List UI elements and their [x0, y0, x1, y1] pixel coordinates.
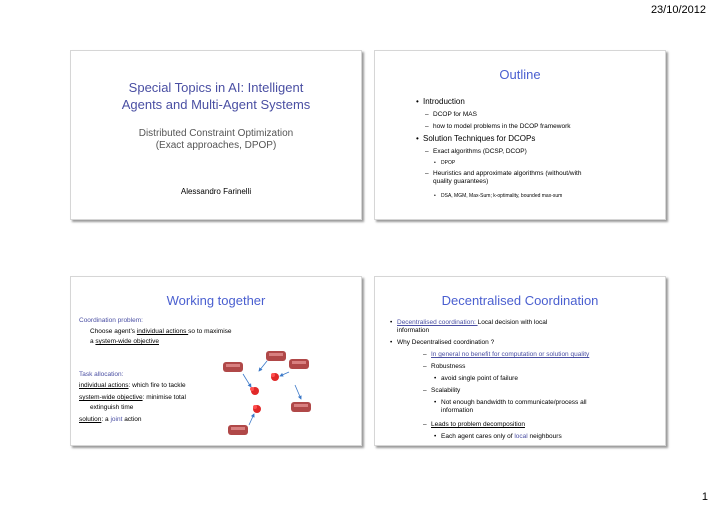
text-fragment: : a	[101, 416, 111, 423]
subitem-label: Scalability	[431, 387, 461, 394]
bullet-marker: •	[434, 375, 437, 382]
decentralised-bullet	[390, 319, 548, 335]
text-line-2: information	[397, 327, 430, 334]
title-line-2: Agents and Multi-Agent Systems	[121, 97, 311, 112]
firefighter-agent	[266, 351, 286, 361]
page-date: 23/10/2012	[650, 4, 706, 16]
subsubitem-label-line-2: information	[441, 407, 474, 414]
outline-item-introduction	[416, 97, 465, 107]
dash-marker: –	[425, 111, 429, 118]
text-fragment: a	[90, 338, 96, 345]
text-fragment: Each agent cares only of	[441, 433, 515, 440]
system-wide-objective-line-2: extinguish time	[90, 404, 134, 411]
underlined-text: solution	[79, 416, 102, 423]
bullet-marker: •	[434, 399, 437, 406]
outline-title: Outline	[499, 67, 541, 82]
text-fragment: Choose agent’s	[90, 328, 137, 335]
outline-subitem	[425, 148, 527, 156]
outline-item-solution-techniques	[416, 134, 536, 144]
outline-subsubitem-label: DPOP	[441, 160, 456, 166]
assignment-arrow	[243, 374, 251, 387]
outline-subitem-label: how to model problems in the DCOP framework	[433, 123, 571, 130]
assignment-arrow	[249, 414, 254, 425]
bullet-marker: •	[390, 339, 393, 346]
page-number: 1	[701, 491, 708, 503]
fire-target	[271, 373, 279, 381]
subitem-label: Leads to problem decomposition	[431, 421, 525, 428]
dash-marker: –	[425, 148, 429, 155]
outline-subitem-label: Heuristics and approximate algorithms (without/with	[433, 170, 582, 177]
outline-item-label: Introduction	[423, 97, 465, 106]
dash-marker: –	[423, 363, 427, 370]
why-subsubitem	[434, 433, 562, 441]
text-fragment: action	[122, 416, 142, 423]
assignment-arrow	[295, 385, 301, 399]
bullet-label: Why Decentralised coordination ?	[397, 339, 495, 346]
bullet-marker: •	[416, 134, 419, 143]
coordination-heading: Coordination problem:	[79, 317, 143, 324]
slide-decentralised-coordination	[374, 276, 666, 446]
bullet-marker: •	[434, 433, 437, 440]
dash-marker: –	[425, 123, 429, 130]
slide-outline	[374, 50, 666, 220]
assignment-arrow	[280, 372, 289, 376]
author-name: Alessandro Farinelli	[180, 187, 252, 196]
why-bullet	[390, 339, 495, 347]
dash-marker: –	[423, 421, 427, 428]
dash-marker: –	[423, 387, 427, 394]
outline-subsubitem	[434, 160, 456, 166]
bullet-marker: •	[390, 319, 393, 326]
why-subitem	[423, 387, 461, 395]
slide-subtitle	[71, 128, 361, 152]
text-fragment: Local decision with local	[477, 319, 548, 326]
text-fragment: neighbours	[527, 433, 562, 440]
slide-title-heading	[71, 79, 361, 113]
subtitle-line-1: Distributed Constraint Optimization	[138, 128, 294, 139]
text-fragment: : which fire to tackle	[128, 382, 186, 389]
subitem-label: Robustness	[431, 363, 466, 370]
bullet-marker: •	[416, 97, 419, 106]
outline-subitem	[425, 170, 582, 186]
slide-working-together	[70, 276, 362, 446]
outline-subitem	[425, 123, 571, 131]
working-together-title: Working together	[166, 293, 266, 308]
fire-target	[253, 405, 261, 413]
outline-subitem	[425, 111, 477, 119]
no-benefit-link[interactable]: In general no benefit for computation or solution quality	[431, 351, 590, 358]
bullet-marker: •	[434, 160, 436, 166]
assignment-arrow	[259, 361, 267, 371]
firefighter-agent	[228, 425, 248, 435]
decentralised-coordination-link[interactable]: Decentralised coordination:	[397, 319, 478, 326]
subtitle-line-2: (Exact approaches, DPOP)	[155, 140, 277, 151]
outline-item-label: Solution Techniques for DCOPs	[423, 134, 536, 143]
outline-subitem-label-line-2: quality guarantees)	[433, 178, 489, 185]
dash-marker: –	[423, 351, 427, 358]
highlighted-text: local	[514, 433, 528, 440]
underlined-text: system-wide objective	[79, 394, 143, 401]
outline-subitem-label: Exact algorithms (DCSP, DCOP)	[433, 148, 527, 155]
text-fragment: : minimise total	[142, 394, 186, 401]
outline-subsubitem-label: DSA, MGM, Max-Sum; k-optimality, bounded max-sum	[441, 193, 563, 199]
subsubitem-label: avoid single point of failure	[441, 375, 518, 382]
why-subsubitem	[434, 399, 587, 415]
why-subitem	[423, 351, 590, 359]
fire-target	[250, 387, 259, 395]
outline-subsubitem	[434, 193, 563, 199]
decentralised-title: Decentralised Coordination	[441, 293, 599, 308]
text-fragment: so to maximise	[188, 328, 232, 335]
underlined-text: system-wide objective	[95, 338, 159, 345]
firefighter-agent	[289, 359, 309, 369]
subsubitem-label: Not enough bandwidth to communicate/process all	[441, 399, 587, 406]
highlighted-text: joint	[110, 416, 123, 423]
underlined-text: individual actions	[79, 382, 129, 389]
underlined-text: individual actions	[136, 328, 189, 335]
title-line-1: Special Topics in AI: Intelligent	[128, 80, 304, 95]
outline-subitem-label: DCOP for MAS	[433, 111, 477, 118]
firefighter-agent	[223, 362, 243, 372]
dash-marker: –	[425, 170, 429, 177]
why-subitem	[423, 421, 525, 429]
why-subsubitem	[434, 375, 518, 383]
firefighter-agent	[291, 402, 311, 412]
task-allocation-illustration	[71, 277, 363, 447]
task-allocation-heading: Task allocation:	[79, 371, 124, 378]
why-subitem	[423, 363, 466, 371]
slide-title	[70, 50, 362, 220]
bullet-marker: •	[434, 193, 436, 199]
